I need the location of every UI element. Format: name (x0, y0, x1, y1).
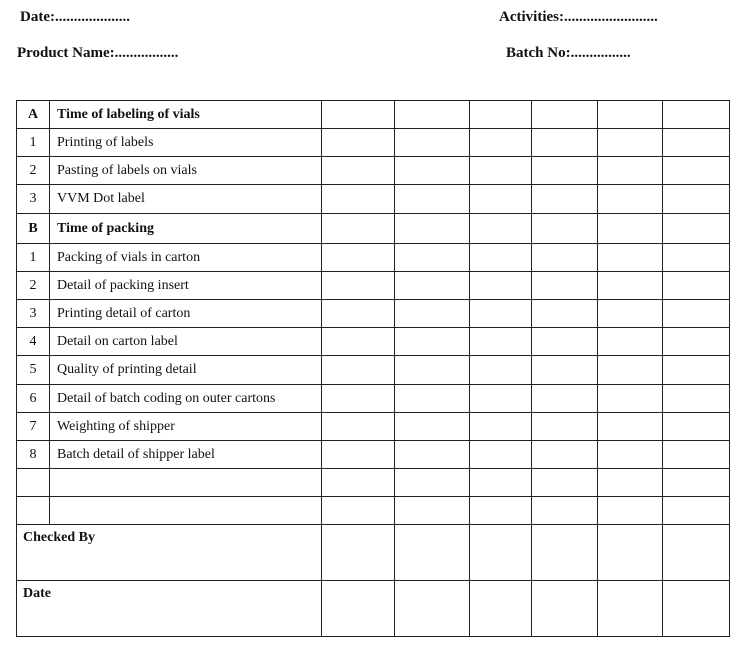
entry-cell[interactable] (470, 214, 532, 244)
item-activity: Packing of vials in carton (50, 244, 322, 272)
entry-cell[interactable] (663, 185, 730, 214)
entry-cell[interactable] (322, 300, 395, 328)
entry-cell[interactable] (663, 441, 730, 469)
entry-cell[interactable] (532, 101, 598, 129)
date-cell[interactable] (598, 581, 663, 637)
section-code: A (17, 101, 50, 129)
entry-cell[interactable] (395, 469, 470, 497)
item-activity: Detail of batch coding on outer cartons (50, 385, 322, 413)
entry-cell[interactable] (532, 129, 598, 157)
entry-cell[interactable] (322, 244, 395, 272)
entry-cell[interactable] (470, 129, 532, 157)
table-row (17, 413, 730, 441)
entry-cell[interactable] (663, 413, 730, 441)
table-row (17, 129, 730, 157)
entry-cell[interactable] (598, 214, 663, 244)
item-number: 3 (17, 185, 50, 214)
entry-cell[interactable] (322, 157, 395, 185)
entry-cell[interactable] (395, 441, 470, 469)
item-activity: Pasting of labels on vials (50, 157, 322, 185)
entry-cell[interactable] (598, 300, 663, 328)
entry-cell[interactable] (663, 157, 730, 185)
item-activity: Printing detail of carton (50, 300, 322, 328)
item-activity: Detail on carton label (50, 328, 322, 356)
entry-cell[interactable] (395, 129, 470, 157)
item-number: 6 (17, 385, 50, 413)
signature-cell[interactable] (532, 525, 598, 581)
entry-cell[interactable] (322, 272, 395, 300)
entry-cell[interactable] (532, 385, 598, 413)
entry-cell[interactable] (598, 441, 663, 469)
entry-cell[interactable] (395, 300, 470, 328)
item-number: 3 (17, 300, 50, 328)
item-number: 5 (17, 356, 50, 385)
product-name-field-label: Product Name:................. (17, 45, 179, 61)
entry-cell[interactable] (470, 413, 532, 441)
entry-cell[interactable] (663, 328, 730, 356)
entry-cell[interactable] (470, 244, 532, 272)
entry-cell[interactable] (598, 129, 663, 157)
item-number: 7 (17, 413, 50, 441)
entry-cell[interactable] (322, 413, 395, 441)
entry-cell[interactable] (322, 497, 395, 525)
item-number: 1 (17, 129, 50, 157)
item-number: 2 (17, 157, 50, 185)
table-row (17, 272, 730, 300)
entry-cell[interactable] (322, 129, 395, 157)
date-cell[interactable] (532, 581, 598, 637)
entry-cell[interactable] (663, 244, 730, 272)
blank-row (17, 497, 730, 525)
entry-cell[interactable] (395, 356, 470, 385)
entry-cell[interactable] (598, 272, 663, 300)
entry-cell[interactable] (395, 101, 470, 129)
section-code: B (17, 214, 50, 244)
entry-cell[interactable] (470, 441, 532, 469)
item-activity: Printing of labels (50, 129, 322, 157)
table-row (17, 185, 730, 214)
entry-cell[interactable] (322, 214, 395, 244)
signature-cell[interactable] (395, 525, 470, 581)
entry-cell[interactable] (532, 272, 598, 300)
table-row (17, 157, 730, 185)
entry-cell[interactable] (395, 497, 470, 525)
entry-cell[interactable] (663, 497, 730, 525)
date-cell[interactable] (663, 581, 730, 637)
entry-cell[interactable] (598, 244, 663, 272)
checklist-table (16, 100, 730, 637)
entry-cell[interactable] (470, 101, 532, 129)
entry-cell[interactable] (322, 441, 395, 469)
entry-cell[interactable] (598, 413, 663, 441)
item-activity: Quality of printing detail (50, 356, 322, 385)
entry-cell[interactable] (598, 185, 663, 214)
entry-cell[interactable] (322, 101, 395, 129)
entry-cell[interactable] (532, 244, 598, 272)
item-number: 1 (17, 244, 50, 272)
entry-cell[interactable] (532, 441, 598, 469)
batch-no-field-label: Batch No:................ (506, 45, 631, 61)
section-title: Time of packing (50, 214, 322, 244)
entry-cell[interactable] (663, 356, 730, 385)
entry-cell[interactable] (470, 497, 532, 525)
entry-cell[interactable] (470, 328, 532, 356)
signature-cell[interactable] (470, 525, 532, 581)
date-cell[interactable] (470, 581, 532, 637)
entry-cell[interactable] (598, 385, 663, 413)
signature-cell[interactable] (322, 525, 395, 581)
section-title: Time of labeling of vials (50, 101, 322, 129)
entry-cell[interactable] (663, 214, 730, 244)
entry-cell[interactable] (663, 300, 730, 328)
entry-cell[interactable] (395, 214, 470, 244)
entry-cell[interactable] (532, 185, 598, 214)
entry-cell[interactable] (395, 185, 470, 214)
entry-cell[interactable] (322, 356, 395, 385)
blank-cell[interactable] (50, 469, 322, 497)
entry-cell[interactable] (598, 157, 663, 185)
date-row (17, 581, 730, 637)
date-cell[interactable] (322, 581, 395, 637)
section-b-row (17, 214, 730, 244)
entry-cell[interactable] (598, 469, 663, 497)
entry-cell[interactable] (470, 157, 532, 185)
entry-cell[interactable] (663, 101, 730, 129)
checked-by-row (17, 525, 730, 581)
item-activity: Detail of packing insert (50, 272, 322, 300)
entry-cell[interactable] (598, 328, 663, 356)
blank-cell[interactable] (50, 497, 322, 525)
date-cell[interactable] (395, 581, 470, 637)
table-row (17, 385, 730, 413)
item-number: 2 (17, 272, 50, 300)
entry-cell[interactable] (532, 328, 598, 356)
entry-cell[interactable] (598, 356, 663, 385)
entry-cell[interactable] (663, 469, 730, 497)
entry-cell[interactable] (322, 185, 395, 214)
item-activity: Weighting of shipper (50, 413, 322, 441)
signature-cell[interactable] (598, 525, 663, 581)
table-row (17, 244, 730, 272)
entry-cell[interactable] (395, 272, 470, 300)
entry-cell[interactable] (470, 469, 532, 497)
blank-row (17, 469, 730, 497)
item-number: 8 (17, 441, 50, 469)
entry-cell[interactable] (532, 413, 598, 441)
entry-cell[interactable] (663, 272, 730, 300)
entry-cell[interactable] (322, 385, 395, 413)
entry-cell[interactable] (663, 129, 730, 157)
table-row (17, 300, 730, 328)
entry-cell[interactable] (395, 385, 470, 413)
date-label: Date (17, 581, 322, 637)
entry-cell[interactable] (663, 385, 730, 413)
entry-cell[interactable] (598, 101, 663, 129)
entry-cell[interactable] (470, 356, 532, 385)
table-row (17, 356, 730, 385)
entry-cell[interactable] (322, 328, 395, 356)
table-row (17, 328, 730, 356)
date-field-label: Date:.................... (20, 9, 130, 25)
entry-cell[interactable] (532, 214, 598, 244)
item-number: 4 (17, 328, 50, 356)
entry-cell[interactable] (470, 300, 532, 328)
entry-cell[interactable] (395, 328, 470, 356)
entry-cell[interactable] (532, 497, 598, 525)
signature-cell[interactable] (663, 525, 730, 581)
entry-cell[interactable] (470, 272, 532, 300)
entry-cell[interactable] (532, 356, 598, 385)
entry-cell[interactable] (470, 185, 532, 214)
table-row (17, 441, 730, 469)
activities-field-label: Activities:......................... (499, 9, 658, 25)
section-a-row (17, 101, 730, 129)
entry-cell[interactable] (532, 300, 598, 328)
entry-cell[interactable] (532, 469, 598, 497)
checked-by-label: Checked By (17, 525, 322, 581)
entry-cell[interactable] (395, 157, 470, 185)
item-activity: VVM Dot label (50, 185, 322, 214)
blank-cell[interactable] (17, 469, 50, 497)
entry-cell[interactable] (470, 385, 532, 413)
entry-cell[interactable] (322, 469, 395, 497)
entry-cell[interactable] (395, 244, 470, 272)
item-activity: Batch detail of shipper label (50, 441, 322, 469)
entry-cell[interactable] (532, 157, 598, 185)
entry-cell[interactable] (395, 413, 470, 441)
entry-cell[interactable] (598, 497, 663, 525)
blank-cell[interactable] (17, 497, 50, 525)
